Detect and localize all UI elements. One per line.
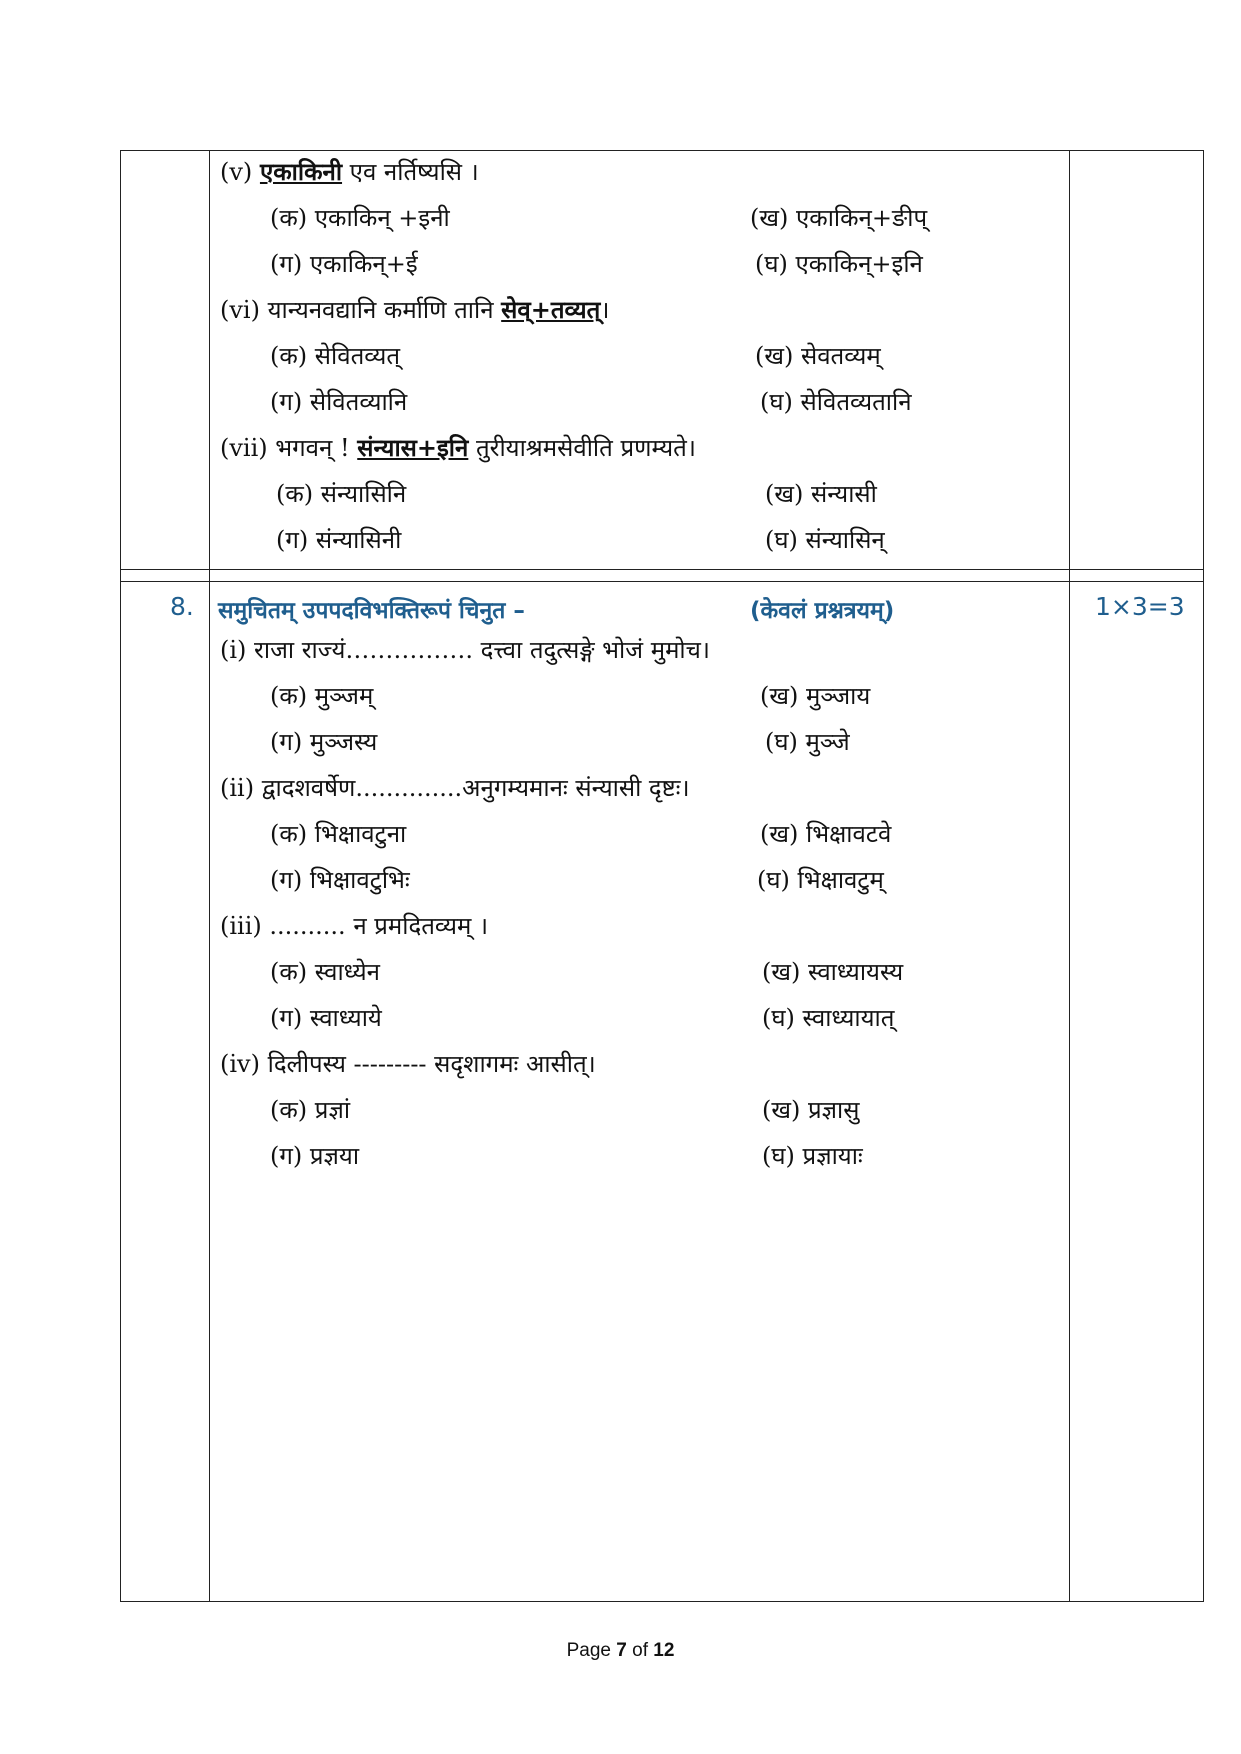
marks-label: 1×3=3: [1095, 592, 1185, 621]
q8-i-option-b: (ख) मुञ्जाय: [760, 682, 871, 710]
q8-i-option-d: (घ) मुञ्जे: [765, 728, 850, 756]
q8-ii-option-d: (घ) भिक्षावटुम्: [757, 866, 884, 894]
column-divider-marks: [1069, 151, 1070, 1601]
q7-v-option-d: (घ) एकाकिन्+इनि: [755, 250, 923, 278]
question-number: 8.: [170, 592, 194, 621]
q8-iv-stem: (iv) दिलीपस्य --------- सदृशागमः आसीत्।: [220, 1050, 596, 1078]
q7-vi-option-b: (ख) सेवतव्यम्: [755, 342, 881, 370]
q8-iii-option-a: (क) स्वाध्येन: [270, 958, 380, 986]
q8-ii-option-c: (ग) भिक्षावटुभिः: [270, 866, 410, 894]
q7-vii-option-b: (ख) संन्यासी: [765, 480, 877, 508]
row-divider: [121, 581, 1203, 582]
q7-vii-option-a: (क) संन्यासिनि: [276, 480, 407, 508]
q7-vi-option-a: (क) सेवितव्यत्: [270, 342, 401, 370]
q8-iv-option-c: (ग) प्रज्ञया: [270, 1142, 360, 1170]
q8-iii-option-d: (घ) स्वाध्यायात्: [762, 1004, 895, 1032]
q7-vi-stem: (vi) यान्यनवद्यानि कर्माणि तानि सेव्+तव्यत्।: [220, 295, 610, 324]
row-divider: [121, 569, 1203, 570]
q8-iii-option-c: (ग) स्वाध्याये: [270, 1004, 382, 1032]
q7-v-option-a: (क) एकाकिन् +इनी: [270, 204, 450, 232]
q8-ii-option-a: (क) भिक्षावटुना: [270, 820, 407, 848]
question-note: (केवलं प्रश्नत्रयम्): [750, 598, 895, 624]
q8-iv-option-b: (ख) प्रज्ञासु: [762, 1096, 860, 1124]
q8-iii-stem: (iii) .......... न प्रमदितव्यम् ।: [220, 912, 489, 940]
q8-ii-stem: (ii) द्वादशवर्षेण..............अनुगम्यमानः संन्यासी दृष्टः।: [220, 774, 690, 802]
q8-i-option-c: (ग) मुञ्जस्य: [270, 728, 378, 756]
question-heading: समुचितम् उपपदविभक्तिरूपं चिनुत –: [218, 598, 525, 624]
q8-iv-option-a: (क) प्रज्ञां: [270, 1096, 351, 1124]
q8-i-stem: (i) राजा राज्यं……………. दत्त्वा तदुत्सङ्गे भोजं मुमोच।: [220, 636, 710, 664]
column-divider-number: [209, 151, 210, 1601]
q7-vii-stem: (vii) भगवन् ! संन्यास+इनि तुरीयाश्रमसेवीति प्रणम्यते।: [220, 433, 696, 462]
q7-vi-option-d: (घ) सेवितव्यतानि: [760, 388, 912, 416]
q7-v-option-c: (ग) एकाकिन्+ई: [270, 250, 418, 278]
q7-v-stem: (v) एकाकिनी एव नर्तिष्यसि ।: [220, 157, 479, 186]
q8-i-option-a: (क) मुञ्जम्: [270, 682, 374, 710]
q7-v-option-b: (ख) एकाकिन्+ङीप्: [750, 204, 928, 232]
q7-vi-option-c: (ग) सेवितव्यानि: [270, 388, 408, 416]
page-footer: Page 7 of 12: [566, 1640, 675, 1661]
q8-ii-option-b: (ख) भिक्षावटवे: [760, 820, 892, 848]
q8-iii-option-b: (ख) स्वाध्यायस्य: [762, 958, 904, 986]
q7-vii-option-d: (घ) संन्यासिन्: [765, 526, 885, 554]
q8-iv-option-d: (घ) प्रज्ञायाः: [762, 1142, 863, 1170]
q7-vii-option-c: (ग) संन्यासिनी: [276, 526, 402, 554]
